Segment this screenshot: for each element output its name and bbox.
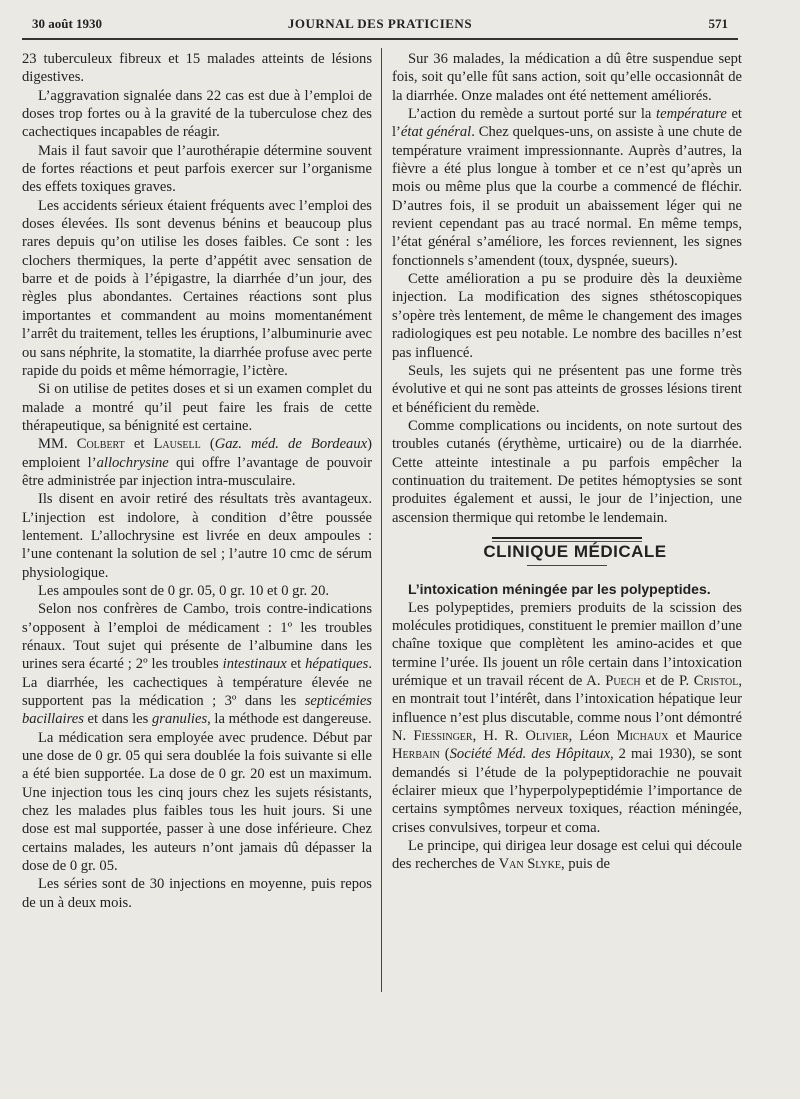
paragraph: Mais il faut savoir que l’aurothérapie détermine souvent de fortes réactions et peut parfois exercer sur l’organisme des effets toxiques graves. (22, 142, 372, 196)
paragraph: Ils disent en avoir retiré des résultats très avantageux. L’injection est indolore, à condition d’être poussée lentement. L’allochrysine est livrée en deux ampoules : l’une contenant la solution de sel ; l’autre 10 cmc de sérum physiologique. (22, 491, 372, 581)
header-rule (22, 38, 738, 40)
section-title: CLINIQUE MÉDICALE (483, 541, 667, 561)
issue-date: 30 août 1930 (32, 16, 103, 31)
section-separator (492, 537, 642, 543)
journal-title: JOURNAL DES PRATICIENS (287, 16, 473, 31)
paragraph: Les séries sont de 30 injections en moyenne, puis repos de un à deux mois. (22, 876, 372, 911)
paragraph: L’action du remède a surtout porté sur la température et l’état général. Chez quelques-uns, on assiste à une chute de température vraiment impressionnante. Auprès d’autres, la fièvre a été plus longue à tomber et ce n’est qu’après un mois ou même plus que la courbe a commencé de fléchir. D’autres fois, il se produit un abaissement léger qui ne revient cependant pas au tracé normal. En même temps, l’état général s’améliore, les forces reviennent, les signes fonctionnels s’amendent (toux, dyspnée, sueurs). (392, 106, 742, 269)
paragraph: 23 tuberculeux fibreux et 15 malades atteints de lésions digestives. (22, 51, 372, 86)
page-header (32, 16, 728, 38)
paragraph: Selon nos confrères de Cambo, trois contre-indications s’opposent à l’emploi de médicament : 1º les troubles rénaux. Tout sujet qui présente de l’albumine dans les urines sera écarté ; 2º les troubles intestinaux et hépatiques. La diarrhée, les cachectiques à température élevée ne supportent pas la médication ; 3º dans les septicémies bacillaires et dans les granulies, la méthode est dangereuse. (22, 601, 372, 728)
section-title-rule (527, 565, 607, 566)
paragraph: Les ampoules sont de 0 gr. 05, 0 gr. 10 et 0 gr. 20. (38, 582, 330, 599)
paragraph: Comme complications ou incidents, on note surtout des troubles cutanés (érythème, urticaire) ou de la diarrhée. Cette atteinte intestinale a pu parfois empêcher la continuation du traitement. De petites hémoptysies se sont produites également et aussi, le jour de l’injection, une ascension thermique qui retombe le lendemain. (392, 417, 742, 526)
left-column (22, 50, 372, 912)
author-name: Colbert (76, 436, 125, 453)
paragraph: Les accidents sérieux étaient fréquents avec l’emploi des doses élevées. Ils sont devenus bénins et beaucoup plus rares depuis qu’on utilise les doses faibles. Ce sont : les clochers thermiques, la perte d’appétit avec sensation de barre et de poids à l’épigastre, la diarrhée d’un jour, des règles plus abondantes. Certaines réactions sont plus importantes et commandent au moins momentanément l’arrêt du traitement, telles les éruptions, l’albuminurie avec ou sans néphrite, la stomatite, la diarrhée profuse avec perte rapide du poids et même hémorragie, l’ictère. (22, 197, 372, 379)
article-title: L’intoxication méningée par les polypeptides. (408, 581, 711, 598)
paragraph: La médication sera employée avec prudence. Début par une dose de 0 gr. 05 qui sera doublée la fois suivante si elle a été bien supportée. La dose de 0 gr. 20 est un maximum. Une injection tous les cinq jours chez les sujets résistants, chez les malades plus faibles tous les huit jours. Si une dose est mal supportée, passer à une dose inférieure. Chez certains malades, les auteurs n’ont jamais dû dépasser la dose de 0 gr. 05. (22, 729, 372, 875)
paragraph: Seuls, les sujets qui ne présentent pas une forme très évolutive et qui ne sont pas atteints de grosses lésions tirent et bénéficient du remède. (392, 362, 742, 416)
paragraph: MM. Colbert et Lausell (Gaz. méd. de Bordeaux) emploient l’allochrysine qui offre l’avantage de pouvoir être administrée par injection intra-musculaire. (22, 436, 372, 489)
paragraph: Si on utilise de petites doses et si un examen complet du malade a montré qu’il peut faire les frais de cette thérapeutique, sa bénignité est certaine. (22, 381, 372, 434)
page-number: 571 (708, 16, 728, 31)
journal-ref: Gaz. méd. de Bordeaux (214, 436, 368, 453)
paragraph: Cette amélioration a pu se produire dès la deuxième injection. La modification des signes sthétoscopiques s’opère très lentement, de même le changement des images radiologiques est peu notable. Le nombre des bacilles n’est pas influencé. (392, 271, 742, 361)
paragraph: L’aggravation signalée dans 22 cas est due à l’emploi de doses trop fortes ou à la gravité de la tuberculose chez des cachectiques incapables de réagir. (22, 87, 372, 141)
right-column (392, 50, 742, 874)
paragraph: Les polypeptides, premiers produits de la scission des molécules protidiques, constituent le premier maillon d’une chaîne toxique que complètent les amino-acides et que termine l’urée. Ils jouent un rôle certain dans l’intoxication urémique et un travail récent de A. Puech et de P. Cristol, en montrait tout l’intérêt, dans l’intoxication hépatique leur influence n’est plus discutable, comme nous l’ont démontré N. Fiessinger, H. R. Olivier, Léon Michaux et Maurice Herbain (Société Méd. des Hôpitaux, 2 mai 1930), se sont demandés si l’étude de la polypeptidorachie ne pouvait éclairer mieux que l’hyperpolypeptidémie l’importance de certains symptômes nerveux toxiques, réaction méningée, crises convulsives, torpeur et coma. (392, 599, 743, 836)
author-name: Lausell (153, 436, 201, 453)
drug-name: allochrysine (96, 454, 169, 471)
paragraph: Le principe, qui dirigea leur dosage est celui qui découle des recherches de Van Slyke, puis de (392, 838, 742, 873)
paragraph: Sur 36 malades, la médication a dû être suspendue sept fois, soit qu’elle fût sans action, soit qu’elle occasionnât de la diarrhée. Onze malades ont été nettement améliorés. (392, 51, 742, 104)
column-divider (381, 48, 382, 992)
